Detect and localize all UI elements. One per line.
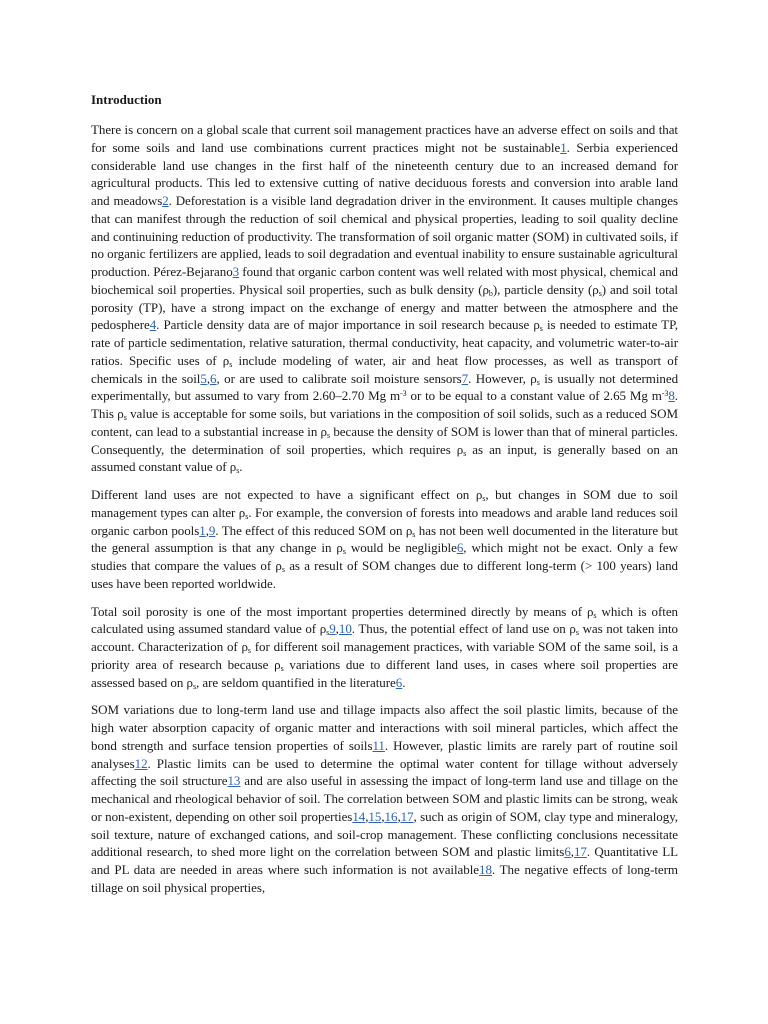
reference-link[interactable]: 3 (232, 264, 240, 279)
reference-link[interactable]: 13 (227, 773, 241, 789)
text-run: as a result of SOM changes due to different long-term (> 100 years) land uses have been reported worldwide. (91, 558, 679, 591)
text-run: Different land uses are not expected to have a significant effect on ρ (91, 487, 483, 502)
text-run: . The effect of this reduced SOM on ρ (215, 522, 413, 538)
article-body (91, 90, 678, 907)
paragraph-container (91, 121, 678, 897)
text-run: , which might not be exact. Only a few studies that compare the values of ρ (91, 540, 678, 573)
text-run: , (570, 844, 574, 860)
text-run: , (206, 370, 211, 386)
reference-link[interactable]: 2 (162, 193, 169, 208)
text-run: is usually not determined experimentally, but assumed to vary from 2.60–2.70 Mg m (91, 370, 679, 404)
text-run: , but changes in SOM due to soil management types can alter ρ (91, 487, 678, 520)
reference-link[interactable]: 16 (384, 808, 398, 824)
paragraph (91, 486, 678, 593)
text-run: or to be equal to a constant value of 2.65 Mg m (406, 388, 662, 404)
text-run: . However, plastic limits are rarely part of routine soil analyses (91, 737, 678, 771)
reference-link[interactable]: 1 (560, 139, 567, 155)
section-heading: Introduction (91, 92, 162, 107)
text-run: was not taken into account. Characterization of ρ (91, 621, 678, 654)
text-run: variations due to different land uses, in cases where soil properties are assessed based on ρ (91, 656, 678, 690)
reference-link[interactable]: 15 (368, 808, 382, 824)
reference-link[interactable]: 6 (456, 540, 464, 556)
subscript: s (247, 646, 251, 655)
text-run: . Particle density data are of major importance in soil research because ρ (156, 317, 540, 333)
text-run: , (205, 522, 209, 538)
superscript: -3 (661, 389, 669, 399)
subscript: s (575, 628, 579, 638)
paragraph (91, 701, 678, 896)
text-run: found that organic carbon content was well related with most physical, chemical and biochemical soil properties. Physical soil properties, such as bulk density (ρ (91, 264, 678, 297)
text-run: . The negative effects of long-term tillage on soil physical properties, (91, 862, 678, 895)
text-run: . Deforestation is a visible land degradation driver in the environment. It causes multiple changes that can manifest through the reduction of soil chemical and physical properties, leading to soil quality decline and continuining reduction of productivity. The transformation of soil organic matter (SOM) in cultivated soils, if no organic fertilizers are applied, leads to soil degradation and eventual inability to ensure sustainable agricultural production. Pérez-Bejarano (91, 193, 678, 279)
text-run: Total soil porosity is one of the most important properties determined directly by means of ρ (91, 603, 594, 619)
text-run: , are seldom quantified in the literature (196, 674, 396, 690)
superscript: -3 (400, 389, 407, 399)
subscript: s (482, 494, 486, 503)
reference-link[interactable]: 1 (199, 522, 206, 538)
reference-link[interactable]: 17 (573, 844, 587, 860)
text-run: , such as origin of SOM, clay type and mineralogy, soil texture, nature of exchanged cations, and soil-crop management. These conflicting conclusions necessitate additional research, to shed more light on the correlation between SOM and plastic limits (91, 808, 679, 860)
text-run: because the density of SOM is lower than that of mineral particles. Consequently, the determination of soil properties, which requires ρ (91, 423, 678, 457)
subscript: s (236, 466, 240, 476)
subscript: s (598, 288, 602, 298)
subscript: s (245, 511, 249, 521)
text-run: , (365, 808, 369, 824)
subscript: s (123, 413, 127, 422)
subscript: s (229, 359, 233, 369)
text-run: . However, ρ (468, 370, 537, 386)
subscript: s (192, 681, 197, 691)
reference-link[interactable]: 7 (461, 370, 469, 386)
subscript: s (326, 628, 330, 638)
reference-link[interactable]: 17 (400, 808, 414, 824)
reference-link[interactable]: 12 (134, 755, 148, 771)
text-run: . (402, 674, 406, 690)
text-run: . Serbia experienced considerable land use changes in the first half of the nineteenth century due to an increased demand for agricultural products. This led to extensive cutting of native deciduous forests and conversion into arable land and meadows (91, 139, 678, 208)
text-run: ) and soil total porosity (TP), have a strong impact on the exchange of energy and matter between the atmosphere and the pedosphere (91, 281, 678, 333)
subscript: s (463, 448, 467, 458)
text-run: . Plastic limits can be used to determine the optimal water content for tillage without adversely affecting the soil structure (91, 755, 678, 789)
paragraph (91, 121, 678, 476)
reference-link[interactable]: 9 (208, 522, 216, 538)
paragraph (91, 603, 678, 692)
subscript: s (281, 565, 285, 574)
text-run: . Quantitative LL and PL data are needed in areas where such information is not available (91, 844, 678, 877)
text-run: would be negligible (345, 540, 457, 556)
text-run: . For example, the conversion of forests into meadows and arable land reduces soil organic carbon pools (91, 504, 678, 538)
reference-link[interactable]: 10 (338, 621, 352, 637)
subscript: s (280, 663, 284, 673)
reference-link[interactable]: 11 (372, 737, 385, 753)
subscript: s (327, 430, 331, 440)
text-run: . Thus, the potential effect of land use on ρ (351, 621, 576, 637)
text-run: and are also useful in assessing the impact of long-term land use and tillage on the mechanical and rheological behavior of soil. The correlation between SOM and plastic limits can be strong, weak or non-existent, depending on other soil properties (91, 773, 678, 824)
text-run: There is concern on a global scale that current soil management practices have an adverse effect on soils and that for some soils and land use combinations current practices might not be sustainable (91, 122, 678, 155)
subscript: s (536, 377, 540, 387)
subscript: s (539, 324, 543, 334)
text-run: is needed to estimate TP, rate of particle sedimentation, relative saturation, thermal conductivity, heat capacity, and volumetric water-to-air ratios. Specific uses of ρ (91, 317, 679, 368)
text-run: , or are used to calibrate soil moisture sensors (216, 370, 462, 386)
text-run: . This ρ (91, 388, 678, 421)
subscript: s (593, 610, 597, 620)
reference-link[interactable]: 6 (210, 370, 217, 386)
text-run: value is acceptable for some soils, but variations in the composition of soil solids, such as a reduced SOM content, can lead to a substantial increase in ρ (91, 406, 678, 439)
text-run: , (335, 621, 339, 637)
text-run: , (397, 808, 401, 824)
subscript: b (488, 288, 493, 298)
text-run: has not been well documented in the literature but the general assumption is that any change in ρ (91, 522, 678, 556)
reference-link[interactable]: 9 (329, 621, 336, 637)
text-run: , (381, 808, 385, 824)
reference-link[interactable]: 4 (149, 317, 157, 333)
text-run: for different soil management practices, with variable SOM of the same soil, is a priority area of research because ρ (91, 639, 678, 672)
reference-link[interactable]: 14 (352, 808, 366, 824)
text-run: which is often calculated using assumed standard value of ρ (91, 603, 678, 637)
text-run: include modeling of water, air and heat flow processes, as well as transport of chemicals in the soil (91, 352, 678, 386)
text-run: ), particle density (ρ (492, 281, 599, 297)
reference-link[interactable]: 6 (395, 674, 403, 690)
reference-link[interactable]: 8 (668, 388, 675, 404)
reference-link[interactable]: 18 (479, 862, 492, 877)
subscript: s (412, 529, 416, 539)
text-run: . (239, 459, 243, 475)
text-run: as an input, is generally based on an assumed constant value of ρ (91, 441, 678, 475)
reference-link[interactable]: 5 (200, 370, 207, 386)
text-run: SOM variations due to long-term land use and tillage impacts also affect the soil plastic limits, because of the high water absorption capacity of organic matter and interactions with soil mineral particles, which affect the bond strength and surface tension properties of soils (91, 702, 678, 753)
reference-link[interactable]: 6 (564, 844, 571, 860)
subscript: s (342, 547, 346, 557)
